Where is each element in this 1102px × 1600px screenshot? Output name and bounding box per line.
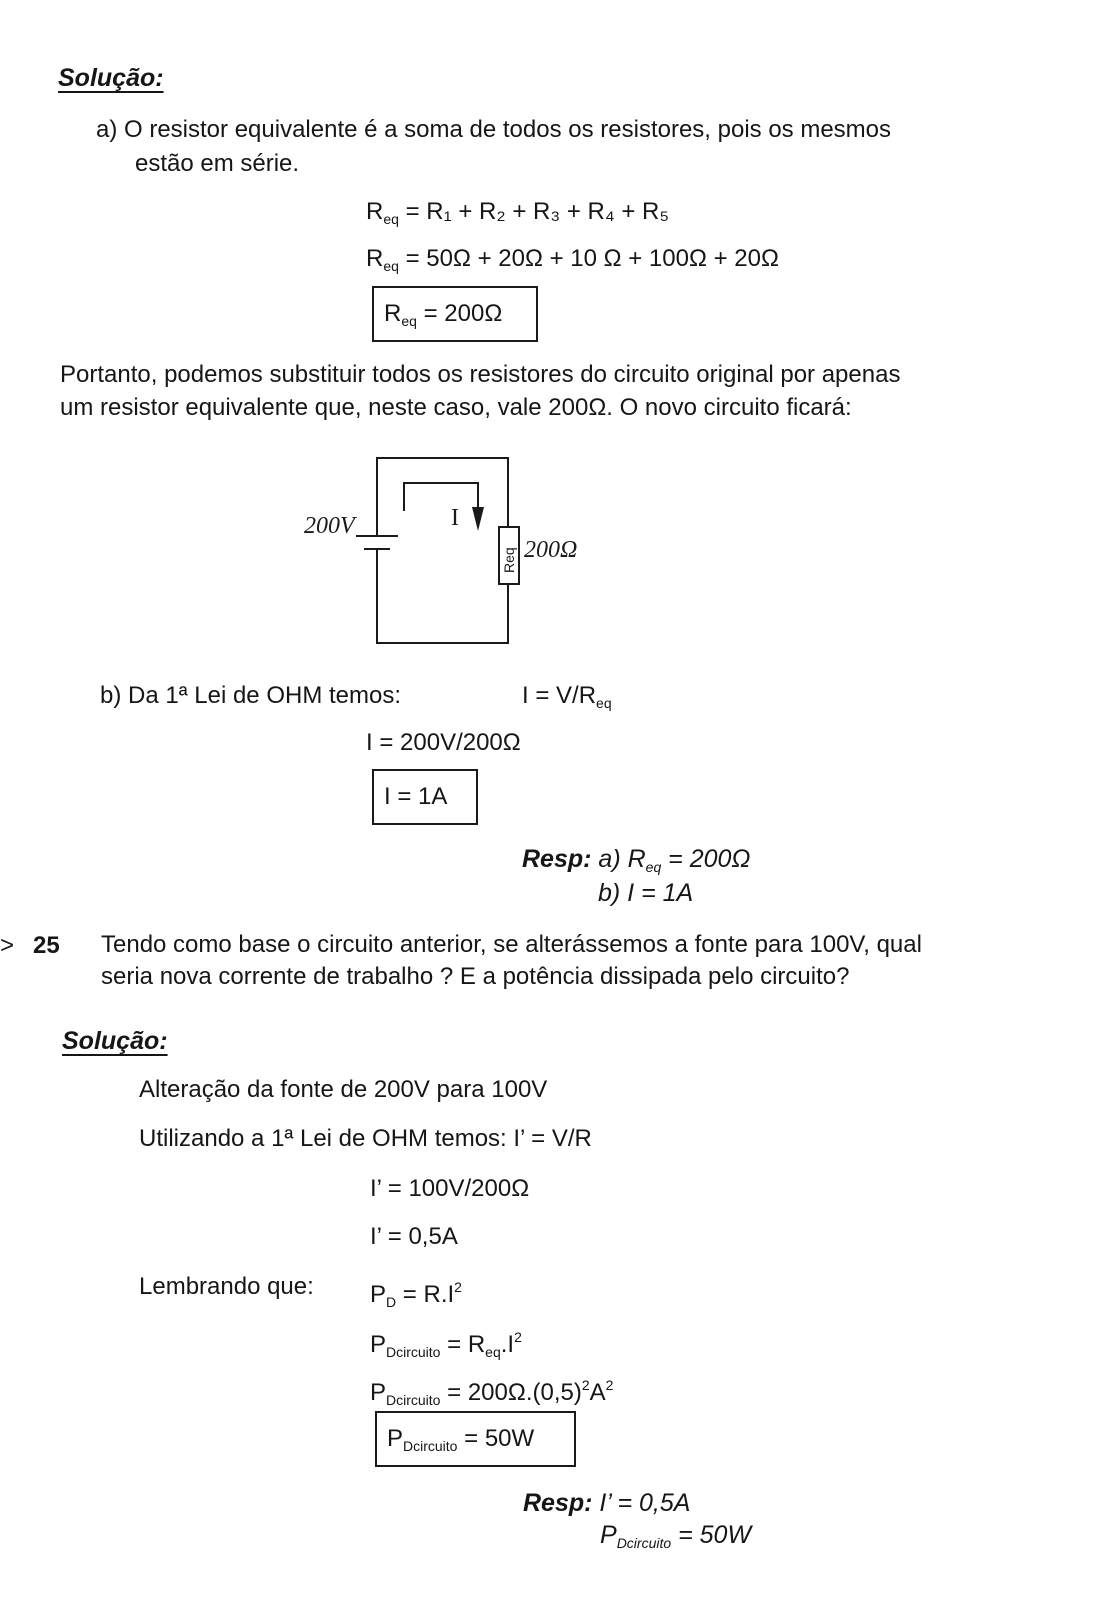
equation-current-values: I = 200V/200Ω — [366, 729, 521, 756]
lembrando-label: Lembrando que: — [139, 1273, 314, 1300]
current-label: I — [451, 505, 459, 531]
current-path — [404, 483, 478, 511]
part-a-line1: a) O resistor equivalente é a soma de todos os resistores, pois os mesmos — [96, 116, 892, 143]
solution-heading-2: Solução: — [62, 1027, 168, 1055]
answer-line-b: b) I = 1A — [598, 879, 694, 907]
equation-power-formula: $P_D = R.I^2$ — [370, 1279, 462, 1310]
answer-line-a: Resp: a) $R_{eq} = 200\Omega$ — [522, 845, 751, 875]
circuit-diagram — [290, 445, 578, 655]
current-arrow-icon — [472, 507, 484, 531]
solution-heading: Solução: — [58, 64, 164, 92]
part-a-line2: estão em série. — [135, 150, 300, 177]
equation-req-values: $R_{eq} = 50\Omega + 20\Omega + 10$ Ω + 100Ω + 20Ω — [366, 245, 779, 274]
circuit-bottom-wire — [377, 559, 508, 643]
circuit-top-wire — [377, 458, 508, 536]
solution2-line1: Alteração da fonte de 200V para 100V — [139, 1076, 548, 1103]
resistor-value-label: 200Ω — [524, 537, 578, 563]
equation-req-sum: $R_{eq} = R_1 + R_2 + R_3 + R_4 + R_5$ — [366, 198, 669, 227]
equation-power-values: $P_{Dcircuito} = 200\Omega.(0,5)^2A^2$ — [370, 1377, 614, 1408]
question-line1: Tendo como base o circuito anterior, se alterássemos a fonte para 100V, qual — [101, 931, 922, 958]
equation-current-result: I = 1A — [384, 783, 448, 810]
ohm-law-formula: $I = V/R_{eq}$ — [522, 682, 612, 711]
equation-power-circuit: $P_{Dcircuito} = R_{eq}.I^2$ — [370, 1329, 522, 1360]
paragraph-line2: um resistor equivalente que, neste caso, vale 200Ω. O novo circuito ficará: — [60, 394, 852, 421]
solution2-line2: Utilizando a 1ª Lei de OHM temos: I’ = V/R — [139, 1125, 592, 1152]
source-voltage-label: 200V — [304, 513, 355, 539]
part-b-text: b) Da 1ª Lei de OHM temos: — [100, 682, 401, 709]
question-line2: seria nova corrente de trabalho ? E a potência dissipada pelo circuito? — [101, 963, 850, 990]
equation-req-result: $R_{eq} = 200\Omega$ — [384, 300, 503, 329]
resistor-label: Req — [501, 547, 517, 573]
answer2-line2: $P_{Dcircuito} = 50W$ — [600, 1521, 752, 1551]
question-number: 25 — [33, 932, 60, 959]
question-marker: > — [0, 932, 15, 959]
answer2-line1: Resp: I’ = 0,5A — [523, 1489, 691, 1517]
paragraph-line1: Portanto, podemos substituir todos os resistores do circuito original por apenas — [60, 361, 901, 388]
equation-new-current-values: I’ = 100V/200Ω — [370, 1175, 530, 1202]
equation-power-result: $P_{Dcircuito} = 50W$ — [387, 1425, 535, 1454]
equation-new-current-result: I’ = 0,5A — [370, 1223, 458, 1250]
